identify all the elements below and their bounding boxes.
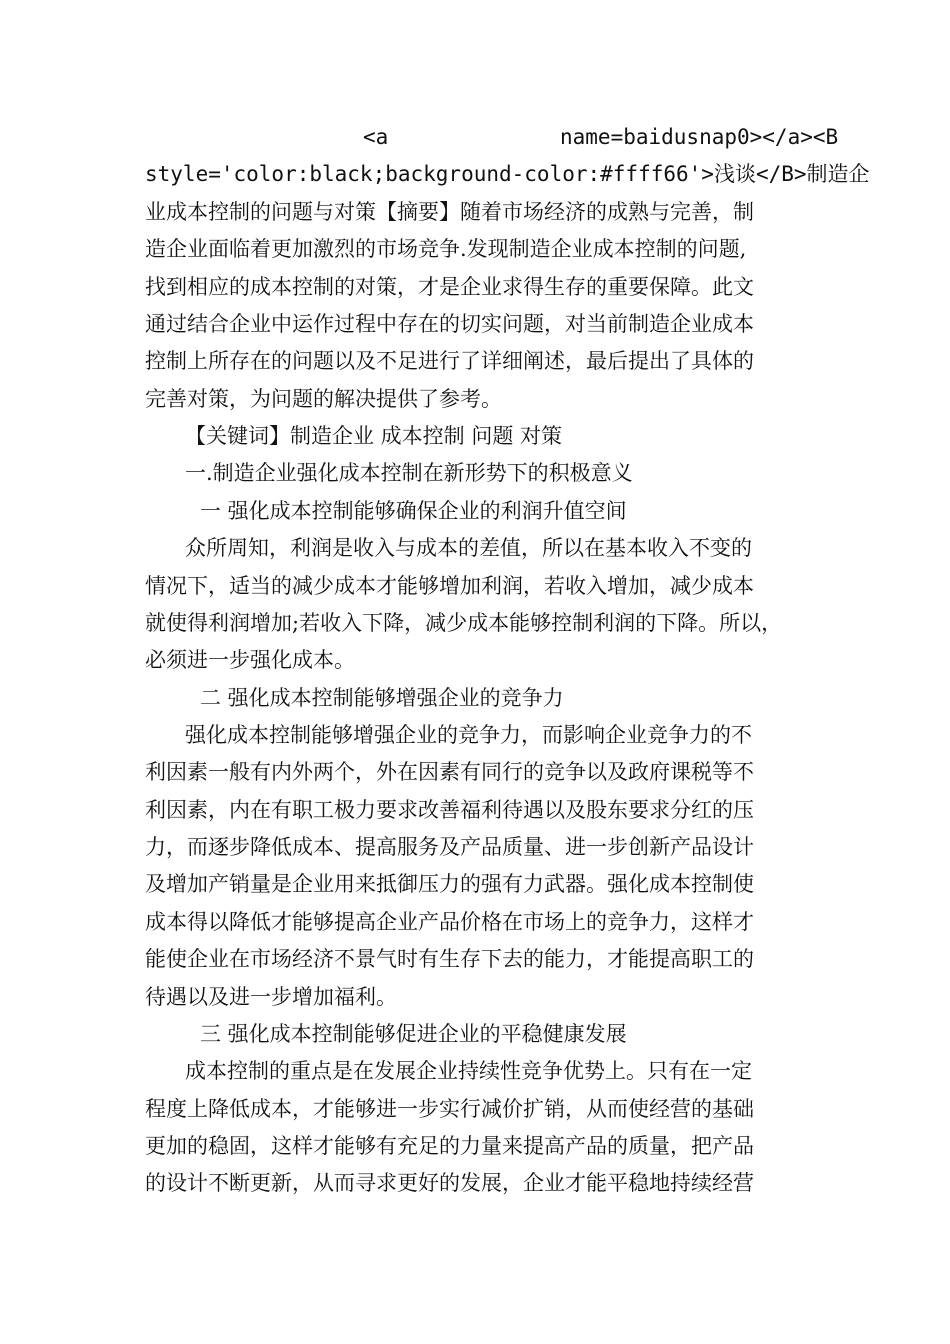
paragraph-2-line-6: 成本得以降低才能够提高企业产品价格在市场上的竞争力，这样才	[145, 910, 754, 934]
paragraph-3-line-1: 成本控制的重点是在发展企业持续性竞争优势上。只有在一定	[185, 1059, 752, 1083]
paragraph-2-line-3: 利因素，内在有职工极力要求改善福利待遇以及股东要求分红的压	[145, 798, 754, 822]
paragraph-1-line-3: 就使得利润增加;若收入下降，减少成本能够控制利润的下降。所以，	[145, 611, 783, 635]
paragraph-3-line-3: 更加的稳固，这样才能够有充足的力量来提高产品的质量，把产品	[145, 1134, 754, 1158]
section-heading-1: 一.制造企业强化成本控制在新形势下的积极意义	[185, 461, 633, 485]
paragraph-2-line-8: 待遇以及进一步增加福利。	[145, 985, 397, 1009]
title-start: 制造企	[806, 162, 870, 186]
html-snippet-line-2	[145, 156, 870, 192]
abstract-line-4: 通过结合企业中运作过程中存在的切实问题，对当前制造企业成本	[145, 312, 754, 336]
abstract-line-5: 控制上所存在的问题以及不足进行了详细阐述，最后提出了具体的	[145, 349, 754, 373]
paragraph-2-line-7: 能使企业在市场经济不景气时有生存下去的能力，才能提高职工的	[145, 947, 754, 971]
keywords: 【关键词】制造企业 成本控制 问题 对策	[185, 424, 563, 448]
abstract-line-1: 业成本控制的问题与对策【摘要】随着市场经济的成熟与完善，制	[145, 200, 754, 224]
abstract-line-6: 完善对策，为问题的解决提供了参考。	[145, 387, 502, 411]
html-snippet-anchor-open: <a	[363, 125, 389, 149]
paragraph-3-line-2: 程度上降低成本，才能够进一步实行减价扩销，从而使经营的基础	[145, 1097, 754, 1121]
subsection-heading-1: 一 强化成本控制能够确保企业的利润升值空间	[200, 499, 627, 523]
paragraph-2-line-1: 强化成本控制能够增强企业的竞争力，而影响企业竞争力的不	[185, 723, 752, 747]
paragraph-2-line-2: 利因素一般有内外两个，外在因素有同行的竞争以及政府课税等不	[145, 760, 754, 784]
paragraph-2-line-5: 及增加产销量是企业用来抵御压力的强有力武器。强化成本控制使	[145, 872, 754, 896]
paragraph-3-line-4: 的设计不断更新，从而寻求更好的发展，企业才能平稳地持续经营	[145, 1171, 754, 1195]
paragraph-1-line-4: 必须进一步强化成本。	[145, 648, 355, 672]
abstract-line-3: 找到相应的成本控制的对策，才是企业求得生存的重要保障。此文	[145, 275, 754, 299]
subsection-heading-2: 二 强化成本控制能够增强企业的竞争力	[200, 686, 564, 710]
paragraph-2-line-4: 力，而逐步降低成本、提高服务及产品质量、进一步创新产品设计	[145, 835, 754, 859]
html-snippet-anchor-name: name=baidusnap0></a><B	[560, 125, 839, 149]
abstract-line-2: 造企业面临着更加激烈的市场竞争.发现制造企业成本控制的问题,	[145, 237, 747, 261]
paragraph-1-line-2: 情况下，适当的减少成本才能够增加利润，若收入增加，减少成本	[145, 574, 754, 598]
html-snippet-style: style='color:black;background-color:#ffff66'>浅谈</B>	[145, 162, 807, 186]
subsection-heading-3: 三 强化成本控制能够促进企业的平稳健康发展	[200, 1022, 627, 1046]
paragraph-1-line-1: 众所周知，利润是收入与成本的差值，所以在基本收入不变的	[185, 536, 752, 560]
